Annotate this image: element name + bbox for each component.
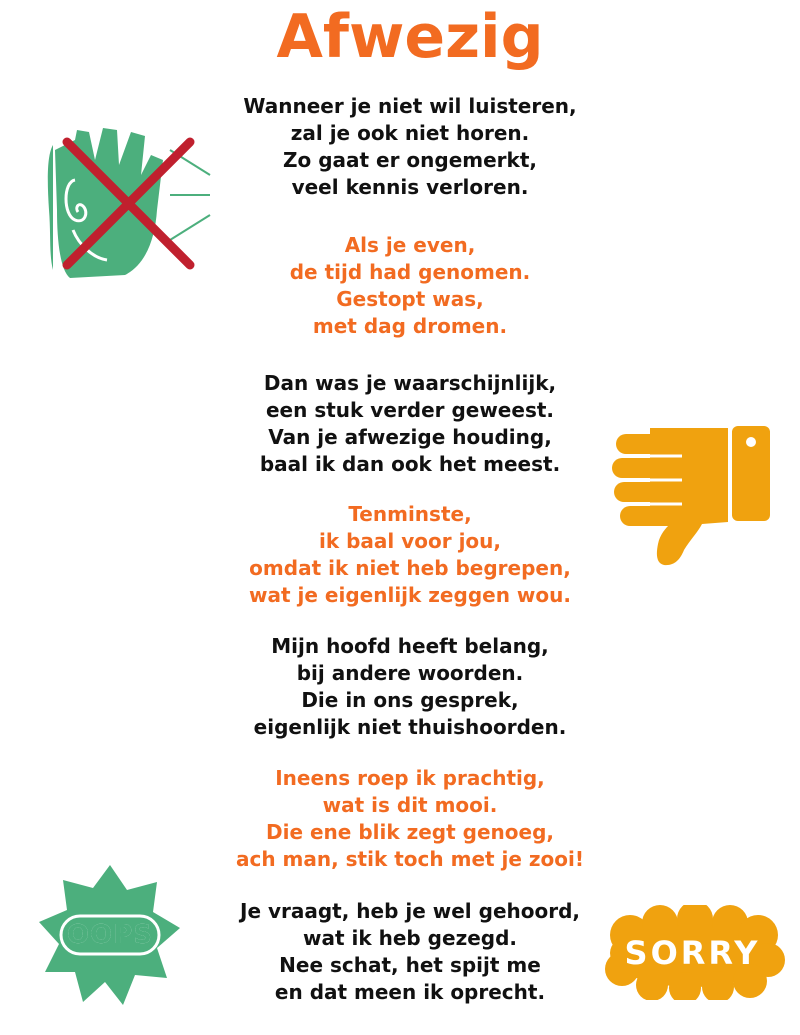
poem-line: omdat ik niet heb begrepen, <box>249 556 571 580</box>
poem-line: Zo gaat er ongemerkt, <box>282 148 537 172</box>
stanza-5 <box>0 633 800 741</box>
poem-line: Je vraagt, heb je wel gehoord, <box>240 899 580 923</box>
poem-line: Wanneer je niet wil luisteren, <box>243 94 577 118</box>
poem-line: Die ene blik zegt genoeg, <box>266 820 554 844</box>
poem-line: zal je ook niet horen. <box>290 121 530 145</box>
poem-line: veel kennis verloren. <box>291 175 529 199</box>
thumbs-down-icon <box>610 420 775 570</box>
poem-line: een stuk verder geweest. <box>265 398 555 422</box>
poem-line: ach man, stik toch met je zooi! <box>235 847 585 871</box>
sorry-badge <box>600 905 785 1000</box>
poem-line: Mijn hoofd heeft belang, <box>271 634 549 658</box>
poem-line: wat je eigenlijk zeggen wou. <box>249 583 571 607</box>
poem-line: Gestopt was, <box>336 287 484 311</box>
poem-line: Die in ons gesprek, <box>301 688 519 712</box>
poem-line: Dan was je waarschijnlijk, <box>263 371 557 395</box>
poem-title: Afwezig <box>276 2 544 72</box>
poem-line: met dag dromen. <box>312 314 508 338</box>
sorry-label: SORRY <box>624 933 761 972</box>
poem-line: en dat meen ik oprecht. <box>274 980 546 1004</box>
poem-line: wat ik heb gezegd. <box>302 926 517 950</box>
poem-line: Nee schat, het spijt me <box>279 953 541 977</box>
poem-line: eigenlijk niet thuishoorden. <box>253 715 567 739</box>
poem-line: Ineens roep ik prachtig, <box>275 766 545 790</box>
poem-line: ik baal voor jou, <box>318 529 502 553</box>
poem-line: Tenminste, <box>348 502 472 526</box>
poem-line: Van je afwezige houding, <box>268 425 552 449</box>
poem-line: wat is dit mooi. <box>322 793 498 817</box>
poem-line: bij andere woorden. <box>296 661 524 685</box>
poem-line: de tijd had genomen. <box>289 260 531 284</box>
oops-label: OOPS <box>67 920 153 950</box>
ear-with-hand-crossed-icon <box>45 120 215 280</box>
stanza-6 <box>0 765 800 873</box>
poem-line: baal ik dan ook het meest. <box>259 452 561 476</box>
oops-badge <box>35 860 185 1010</box>
poem-line: Als je even, <box>344 233 476 257</box>
